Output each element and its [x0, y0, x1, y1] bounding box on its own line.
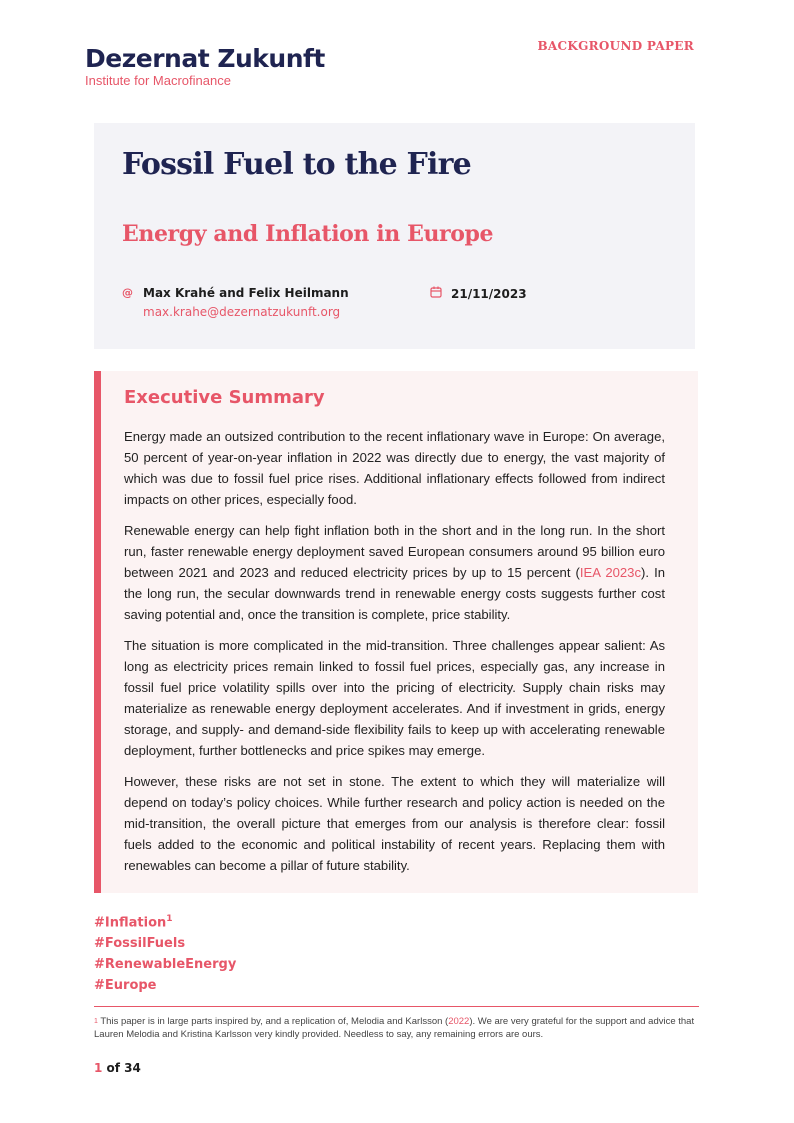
author-info: [122, 286, 349, 319]
summary-paragraph-2-text-a: Renewable energy can help fight inflation both in the short and in the long run. In the short run, faster renewable energy deployment saved European consumers around 95 billion euro between 2021 and 2023 and reduced electricity prices by up to 15 percent (: [124, 523, 665, 580]
tag-europe[interactable]: #Europe: [94, 978, 157, 994]
logo-subtitle: Institute for Macrofinance: [85, 73, 231, 88]
tag-list: [94, 909, 236, 996]
tag-fossil-fuels[interactable]: #FossilFuels: [94, 936, 186, 952]
logo: [85, 44, 325, 89]
tag-inflation-label: #Inflation: [94, 915, 167, 931]
summary-paragraph-2: [124, 520, 665, 625]
author-email-link[interactable]: max.krahe@dezernatzukunft.org: [143, 305, 341, 319]
paper-title: Fossil Fuel to the Fire: [122, 147, 471, 182]
document-type-label: BACKGROUND PAPER: [537, 39, 694, 53]
executive-summary: [94, 371, 698, 893]
publication-date: 21/11/2023: [451, 287, 527, 301]
summary-paragraph-2-text-b: ). In the long run, the secular downwards trend in renewable energy costs suggests further cost saving potential and, once the transition is complete, price stability.: [124, 565, 665, 622]
current-page: 1: [94, 1061, 103, 1075]
summary-paragraph-1: Energy made an outsized contribution to the recent inflationary wave in Europe: On average, 50 percent of year-on-year inflation in 2022 was directly due to energy, the vast majority of which was due to fossil fuel price rises. Additional inflationary effects followed from indirect impacts on other prices, especially food.: [124, 429, 665, 507]
calendar-icon: [430, 286, 443, 302]
citation-link-melodia[interactable]: 2022: [448, 1016, 470, 1027]
footnote-text-a: This paper is in large parts inspired by, and a replication of, Melodia and Karlsson (: [97, 1016, 449, 1027]
date-info: [430, 286, 527, 302]
summary-paragraph-4: However, these risks are not set in stone. The extent to which they will materialize will depend on today’s policy choices. While further research and policy action is needed on the mid-transition, the overall picture that emerges from our analysis is therefore clear: fossil fuels added to the economic and political instability of recent years. Replacing them with renewables can become a pillar of future stability.: [124, 774, 665, 873]
total-pages: of 34: [102, 1061, 141, 1075]
title-block: [94, 123, 695, 349]
footnote-divider: [94, 1006, 699, 1007]
footnote-number: 1: [94, 1018, 98, 1025]
page-number: [94, 1061, 141, 1075]
at-icon: @: [122, 286, 133, 299]
citation-link-iea[interactable]: IEA 2023c: [579, 565, 642, 580]
authors: Max Krahé and Felix Heilmann: [143, 286, 349, 300]
summary-paragraph-3: The situation is more complicated in the mid-transition. Three challenges appear salient: As long as electricity prices remain linked to fossil fuel prices, especially gas, any increase in fossil fuel price volatility spills over into the pricing of electricity. Supply chain risks may materialize as renewable energy deployment accelerates. And if investment in grids, energy storage, and supply- and demand-side flexibility fails to keep up with accelerating renewable deployment, further bottlenecks and price spikes may emerge.: [124, 638, 665, 758]
summary-heading: Executive Summary: [124, 387, 325, 408]
paper-subtitle: Energy and Inflation in Europe: [122, 221, 494, 247]
tag-inflation[interactable]: [94, 909, 236, 933]
summary-body: [124, 426, 665, 886]
footnote-text-b: ). We are very grateful for the support and advice that Lauren Melodia and Kristina Karlsson very kindly provided. Needless to say, any remaining errors are ours.: [94, 1016, 695, 1040]
tag-renewable-energy[interactable]: #RenewableEnergy: [94, 957, 237, 973]
footnote: [94, 1015, 704, 1041]
footnote-marker[interactable]: 1: [166, 914, 173, 924]
logo-name: Dezernat Zukunft: [85, 44, 325, 73]
